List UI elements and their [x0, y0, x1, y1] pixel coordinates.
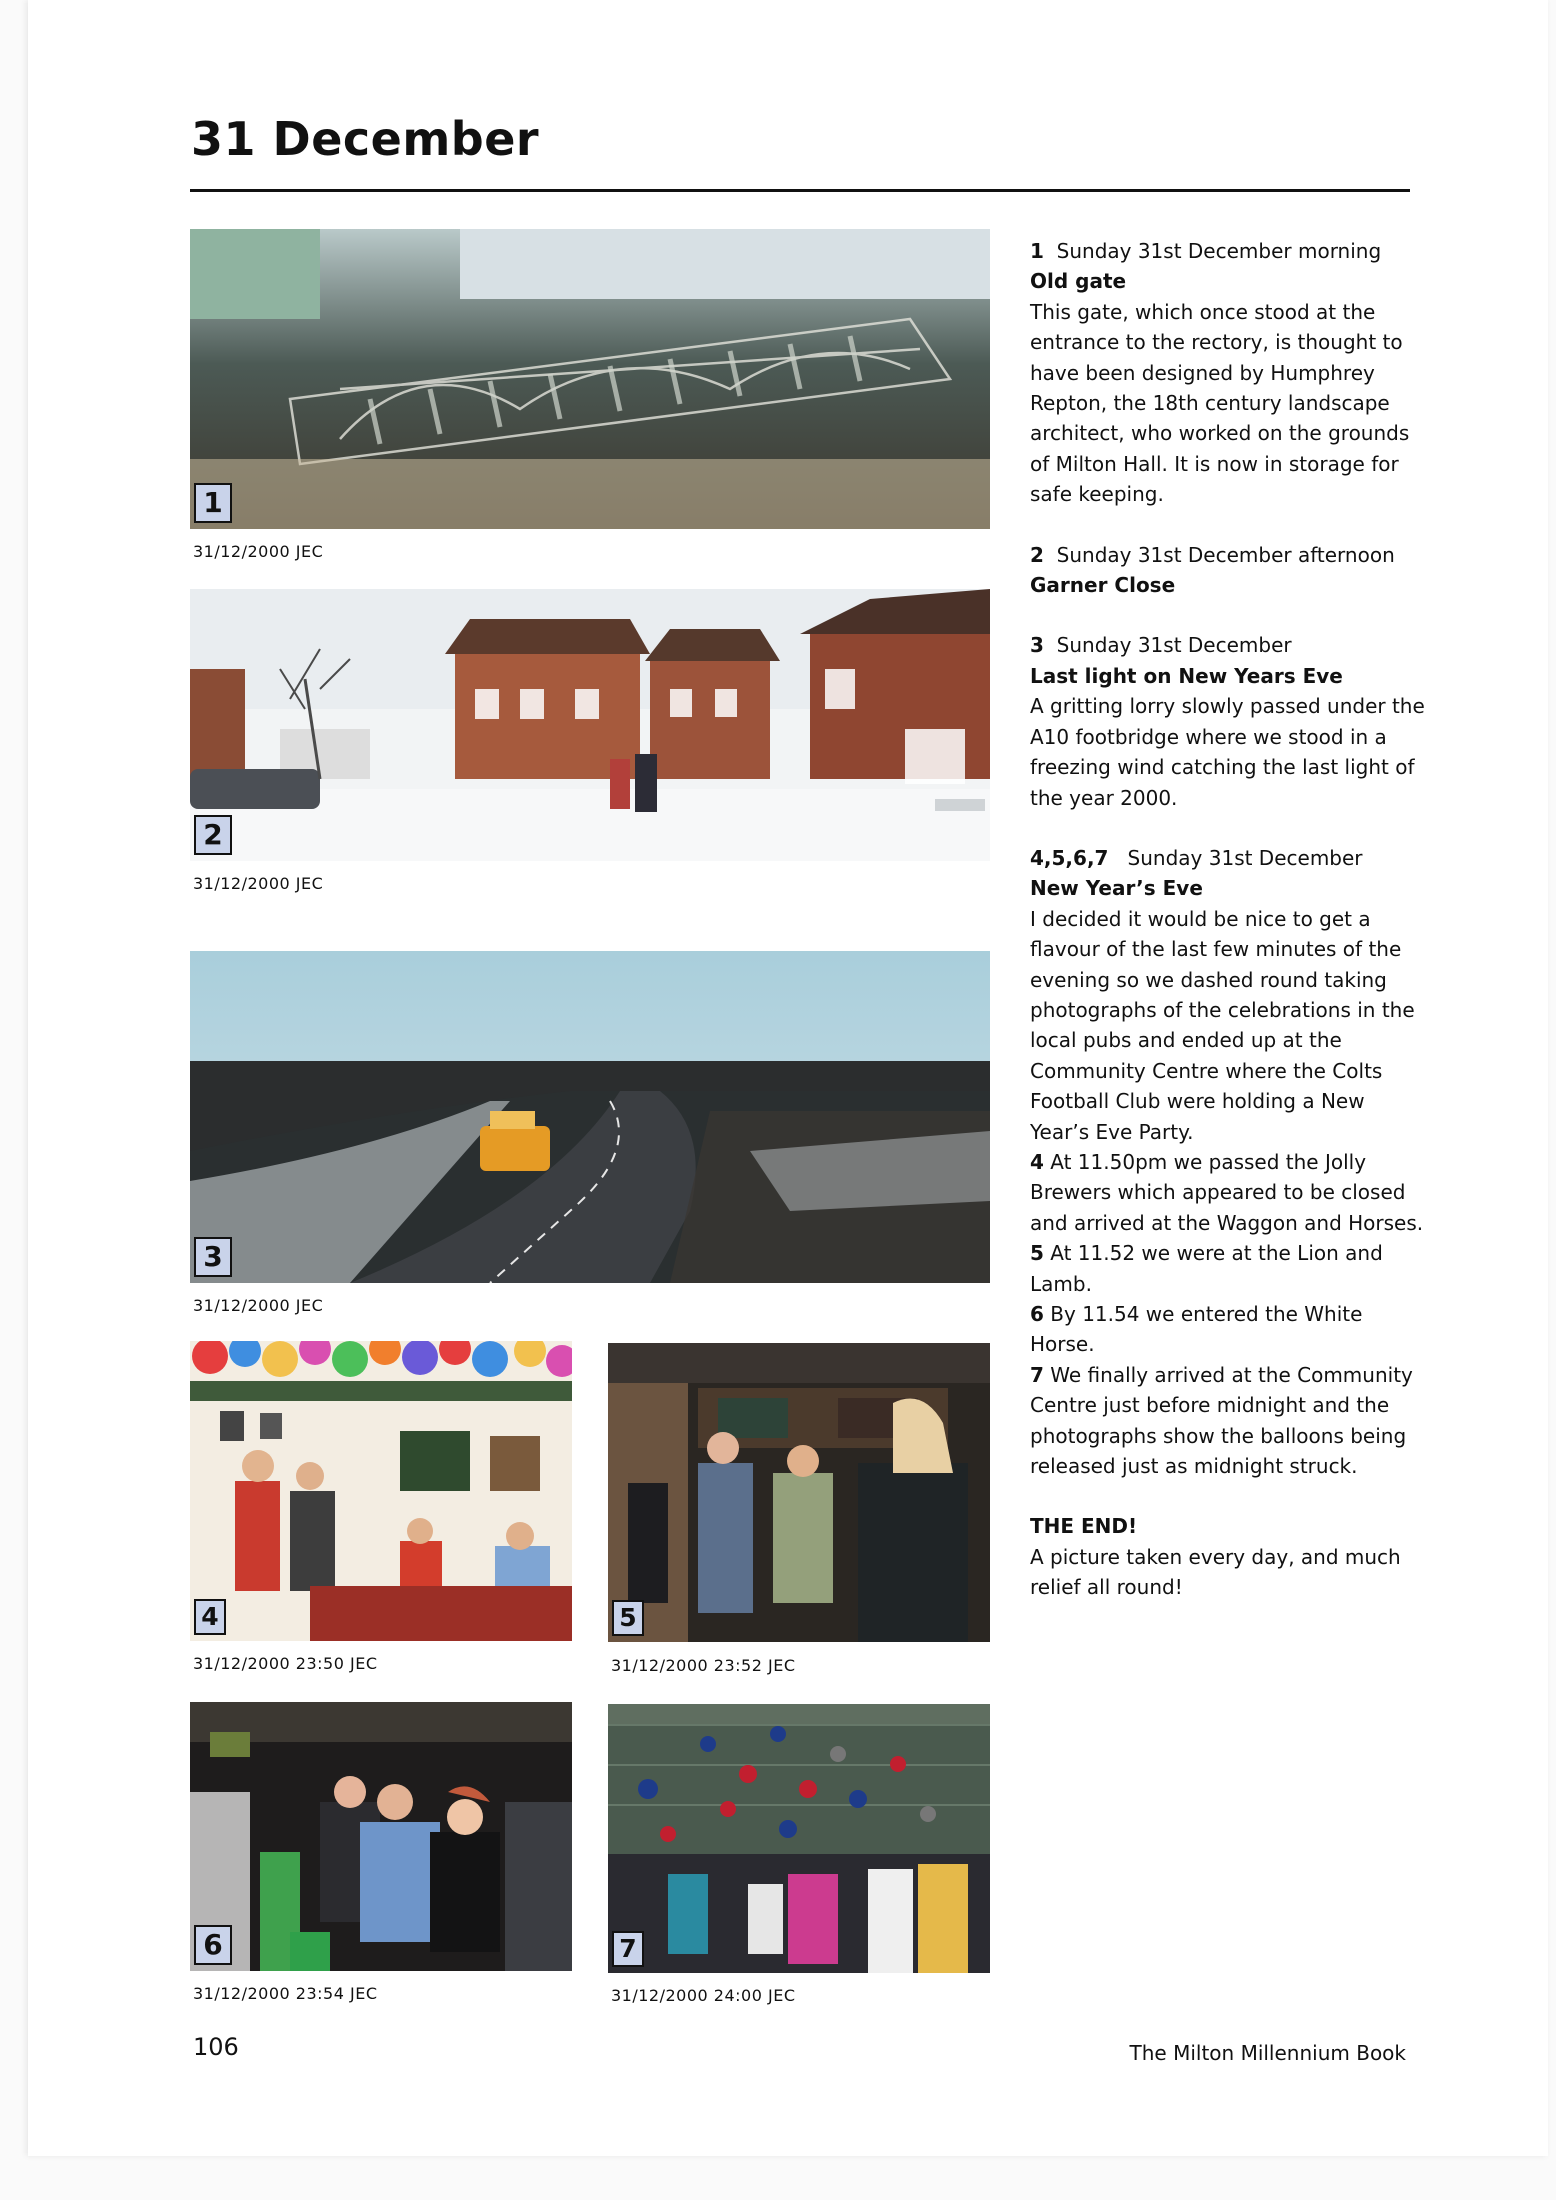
photo-7-image: [608, 1704, 990, 1973]
photo-6-caption: 31/12/2000 23:54 JEC: [193, 1984, 378, 2003]
entry-title: Last light on New Years Eve: [1030, 663, 1343, 688]
entry-ref: 1: [1030, 239, 1044, 263]
photo-number-badge: 2: [194, 815, 232, 855]
photo-number-badge: 1: [194, 483, 232, 523]
photo-1: [190, 229, 990, 529]
photo-number-badge: 6: [194, 1925, 232, 1965]
entry-ref: 2: [1030, 542, 1044, 567]
photo-5-caption: 31/12/2000 23:52 JEC: [611, 1656, 796, 1675]
entry-1: [1030, 236, 1425, 510]
photo-5-image: [608, 1343, 990, 1642]
photo-2-caption: 31/12/2000 JEC: [193, 874, 324, 893]
entry-item: 4 At 11.50pm we passed the Jolly Brewers which appeared to be closed and arrived at the Waggon and Horses.: [1030, 1149, 1424, 1235]
photo-3: [190, 951, 990, 1283]
entry-title: New Year’s Eve: [1030, 876, 1203, 901]
entry-body: I decided it would be nice to get a flavour of the last few minutes of the evening so we dashed round taking photographs of the celebrations in the local pubs and ended up at the Community Centre where the Colts Football Club were holding a New Year’s Eve Party.: [1030, 906, 1415, 1144]
entry-3: [1030, 630, 1425, 812]
entry-heading: [1030, 236, 1425, 266]
photo-7: [608, 1704, 990, 1973]
photo-number-badge: 3: [194, 1237, 232, 1277]
entry-ref: 4,5,6,7: [1030, 845, 1109, 870]
photo-4-image: [190, 1341, 572, 1641]
entry-body: A gritting lorry slowly passed under the A10 footbridge where we stood in a freezing wind catching the last light of the year 2000.: [1030, 694, 1425, 810]
entry-item: 5 At 11.52 we were at the Lion and Lamb.: [1030, 1241, 1383, 1296]
photo-2: [190, 589, 990, 861]
photo-1-caption: 31/12/2000 JEC: [193, 542, 324, 561]
book-title: The Milton Millennium Book: [1129, 2041, 1406, 2065]
photo-4-caption: 31/12/2000 23:50 JEC: [193, 1654, 378, 1673]
entry-item: 7 We finally arrived at the Community Centre just before midnight and the photographs show the balloons being released just as midnight struck.: [1030, 1362, 1413, 1479]
photo-7-caption: 31/12/2000 24:00 JEC: [611, 1986, 796, 2005]
photo-number-badge: 5: [612, 1600, 644, 1636]
ending: [1030, 1511, 1425, 1602]
photo-4: [190, 1341, 572, 1641]
photo-1-image: [190, 229, 990, 529]
entry-2: [1030, 540, 1425, 601]
entry-heading: [1030, 843, 1425, 873]
entry-when: Sunday 31st December afternoon: [1056, 542, 1395, 567]
entry-when: Sunday 31st December: [1127, 845, 1363, 870]
title-rule: [190, 189, 1410, 192]
photo-3-image: [190, 951, 990, 1283]
ending-title: THE END!: [1030, 1514, 1138, 1539]
page-title: 31 December: [191, 112, 540, 166]
photo-5: [608, 1343, 990, 1642]
photo-2-image: [190, 589, 990, 861]
ending-body: A picture taken every day, and much relief all round!: [1030, 1544, 1401, 1600]
entry-body: This gate, which once stood at the entrance to the rectory, is thought to have been designed by Humphrey Repton, the 18th century landscape architect, who worked on the grounds of Milton Hall. It is now in storage for safe keeping.: [1030, 299, 1410, 507]
entry-ref: 3: [1030, 633, 1044, 658]
page-number: 106: [193, 2033, 239, 2061]
entry-when: Sunday 31st December: [1056, 633, 1292, 658]
photo-number-badge: 7: [612, 1931, 644, 1967]
entry-title: Old gate: [1030, 269, 1127, 294]
entry-title: Garner Close: [1030, 573, 1176, 598]
entry-item: 6 By 11.54 we entered the White Horse.: [1030, 1302, 1363, 1357]
photo-3-caption: 31/12/2000 JEC: [193, 1296, 324, 1315]
entry-heading: [1030, 540, 1425, 570]
photo-number-badge: 4: [194, 1599, 226, 1635]
photo-6-image: [190, 1702, 572, 1971]
entry-heading: [1030, 630, 1425, 660]
photo-6: [190, 1702, 572, 1971]
entry-4: [1030, 843, 1425, 1482]
entry-when: Sunday 31st December morning: [1056, 239, 1382, 263]
text-column: [1030, 236, 1425, 1633]
